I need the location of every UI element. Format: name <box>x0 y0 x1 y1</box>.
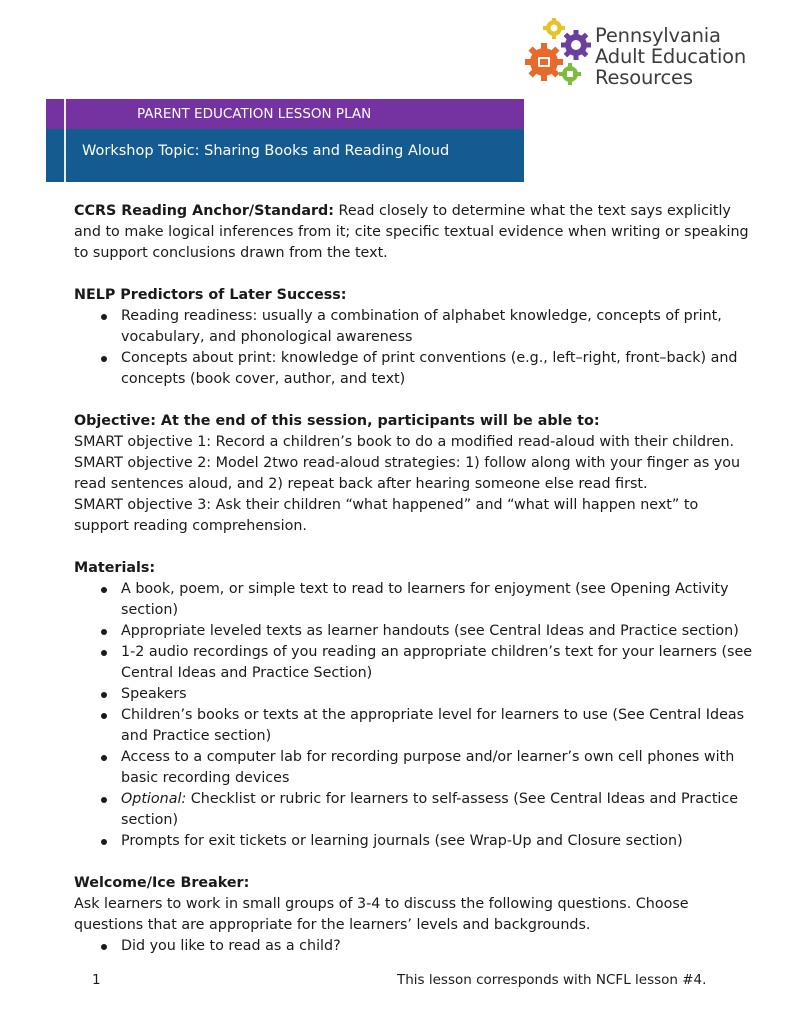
materials-list <box>74 579 754 852</box>
list-item: Prompts for exit tickets or learning journals (see Wrap-Up and Closure section) <box>74 831 754 852</box>
optional-text: Checklist or rubric for learners to self-assess (See Central Ideas and Practice section) <box>121 791 739 828</box>
banner-title-bar <box>46 99 524 129</box>
header-banner <box>46 99 524 182</box>
welcome-text: Ask learners to work in small groups of 3-4 to discuss the following questions. Choose questions that are appropriate for the learners’ levels and backgrounds. <box>74 896 689 933</box>
footer-note: This lesson corresponds with NCFL lesson #4. <box>397 972 707 988</box>
list-item: A book, poem, or simple text to read to learners for enjoyment (see Opening Activity section) <box>74 579 754 621</box>
smart-objective-1: SMART objective 1: Record a children’s book to do a modified read-aloud with their children. <box>74 434 735 450</box>
nelp-list <box>74 306 754 390</box>
logo-line-3: Resources <box>595 66 693 89</box>
list-item: Speakers <box>74 684 754 705</box>
list-item: Did you like to read as a child? <box>74 936 754 957</box>
welcome-list <box>74 936 754 957</box>
smart-objective-2: SMART objective 2: Model 2two read-aloud strategies: 1) follow along with your finger as you read sentences aloud, and 2) repeat back after hearing someone else read first. <box>74 455 741 492</box>
ccrs-text: Read closely to determine what the text says explicitly and to make logical inferences from it; cite specific textual evidence when writing or speaking to support conclusions drawn from the text. <box>74 203 749 261</box>
list-item-optional <box>74 789 754 831</box>
workshop-topic: Workshop Topic: Sharing Books and Reading Aloud <box>82 143 450 159</box>
gears-logo-icon <box>524 18 596 90</box>
objective-heading: Objective: At the end of this session, participants will be able to: <box>74 413 600 429</box>
list-item: 1-2 audio recordings of you reading an appropriate children’s text for your learners (see Central Ideas and Practice Section) <box>74 642 754 684</box>
banner-topic-bar <box>46 129 524 182</box>
lesson-content <box>74 201 754 957</box>
ccrs-standard <box>74 201 754 264</box>
materials-heading: Materials: <box>74 560 156 576</box>
logo-line-1: Pennsylvania <box>595 24 721 47</box>
logo-line-2: Adult Education <box>595 45 747 68</box>
list-item: Concepts about print: knowledge of print conventions (e.g., left–right, front–back) and concepts (book cover, author, and text) <box>74 348 754 390</box>
logo <box>524 18 764 90</box>
list-item: Appropriate leveled texts as learner handouts (see Central Ideas and Practice section) <box>74 621 754 642</box>
smart-objective-3: SMART objective 3: Ask their children “what happened” and “what will happen next” to support reading comprehension. <box>74 497 699 534</box>
logo-text <box>595 25 746 88</box>
banner-divider <box>64 99 66 182</box>
list-item: Access to a computer lab for recording purpose and/or learner’s own cell phones with basic recording devices <box>74 747 754 789</box>
welcome-heading: Welcome/Ice Breaker: <box>74 875 250 891</box>
nelp-heading: NELP Predictors of Later Success: <box>74 287 347 303</box>
list-item: Children’s books or texts at the appropriate level for learners to use (See Central Ideas and Practice section) <box>74 705 754 747</box>
banner-title: PARENT EDUCATION LESSON PLAN <box>137 106 372 122</box>
page-number: 1 <box>92 972 101 988</box>
ccrs-label: CCRS Reading Anchor/Standard: <box>74 203 334 219</box>
optional-label: Optional: <box>121 791 187 807</box>
list-item: Reading readiness: usually a combination of alphabet knowledge, concepts of print, vocabulary, and phonological awareness <box>74 306 754 348</box>
